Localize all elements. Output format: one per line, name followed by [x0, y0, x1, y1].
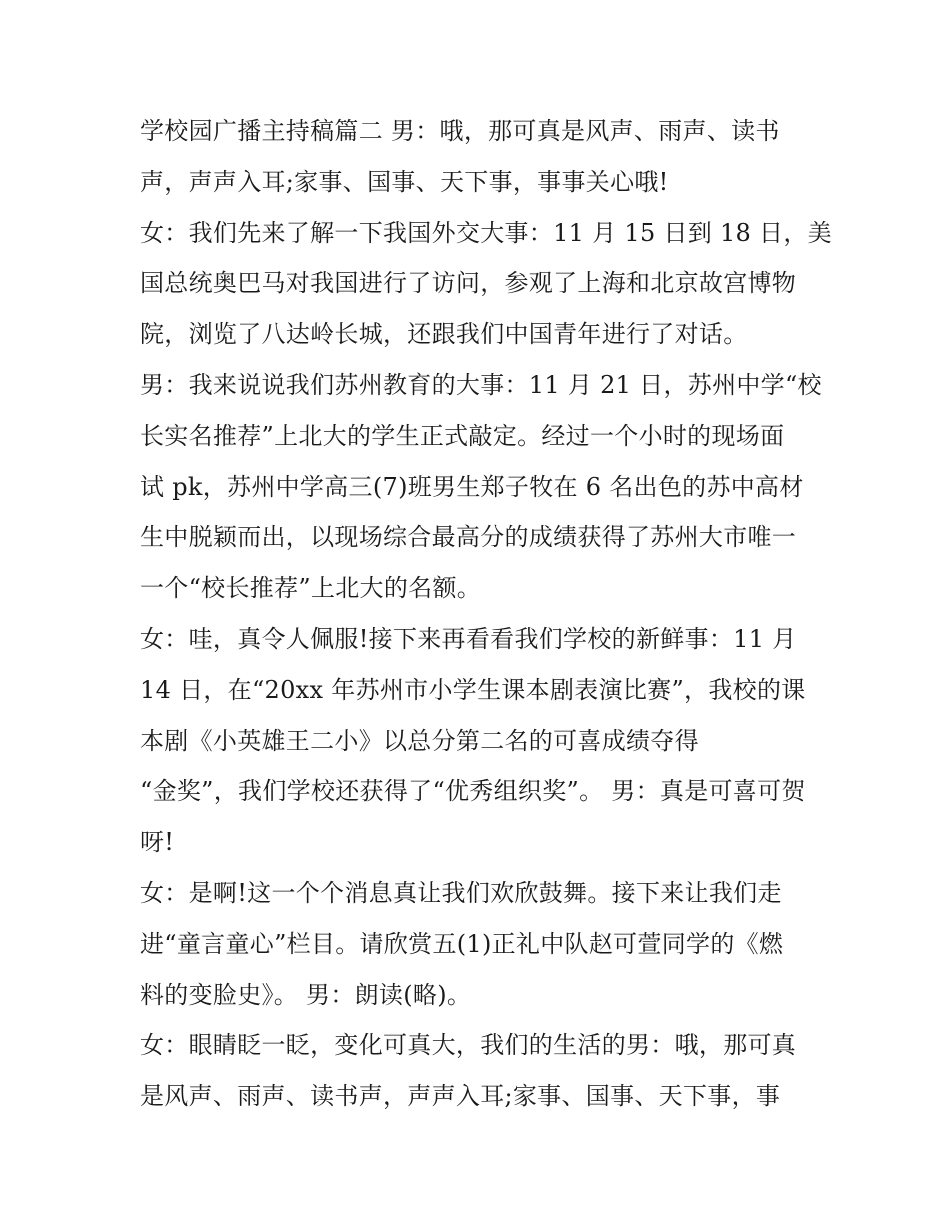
text-line: 长实名推荐”上北大的学生正式敲定。经过一个小时的现场面 [140, 421, 785, 450]
text-line: 是风声、雨声、读书声，声声入耳;家事、国事、天下事，事 [140, 1082, 781, 1111]
text-line: 女：眼睛眨一眨，变化可真大，我们的生活的男：哦，那可真 [140, 1031, 797, 1060]
text-line: 男：我来说说我们苏州教育的大事：11 月 21 日，苏州中学“校 [140, 370, 822, 399]
text-line: 进“童言童心”栏目。请欣赏五(1)正礼中队赵可萱同学的《燃 [140, 929, 784, 958]
text-line: 料的变脸史》。 男：朗读(略)。 [140, 980, 472, 1009]
text-line: “金奖”，我们学校还获得了“优秀组织奖”。 男：真是可喜可贺 [140, 777, 806, 806]
text-line: 女：是啊!这一个个消息真让我们欢欣鼓舞。接下来让我们走 [140, 878, 782, 907]
text-line: 女：哇，真令人佩服!接下来再看看我们学校的新鲜事：11 月 [140, 624, 797, 653]
text-line: 生中脱颖而出，以现场综合最高分的成绩获得了苏州大市唯一 [140, 523, 797, 552]
document-body [140, 106, 832, 1122]
text-line: 女：我们先来了解一下我国外交大事：11 月 15 日到 18 日，美 [140, 218, 832, 247]
text-line: 院，浏览了八达岭长城，还跟我们中国青年进行了对话。 [140, 320, 748, 349]
text-line: 一个“校长推荐”上北大的名额。 [140, 574, 482, 603]
text-line: 国总统奥巴马对我国进行了访问，参观了上海和北京故宫博物 [140, 269, 797, 298]
text-line: 呀! [140, 828, 175, 857]
text-line: 14 日，在“20xx 年苏州市小学生课本剧表演比赛”，我校的课 [140, 675, 806, 704]
text-line: 声，声声入耳;家事、国事、天下事，事事关心哦! [140, 167, 669, 196]
text-line: 试 pk，苏州中学高三(7)班男生郑子牧在 6 名出色的苏中高材 [140, 472, 804, 501]
text-line: 学校园广播主持稿篇二 男：哦，那可真是风声、雨声、读书 [140, 117, 780, 145]
text-line: 本剧《小英雄王二小》以总分第二名的可喜成绩夺得 [140, 726, 699, 755]
